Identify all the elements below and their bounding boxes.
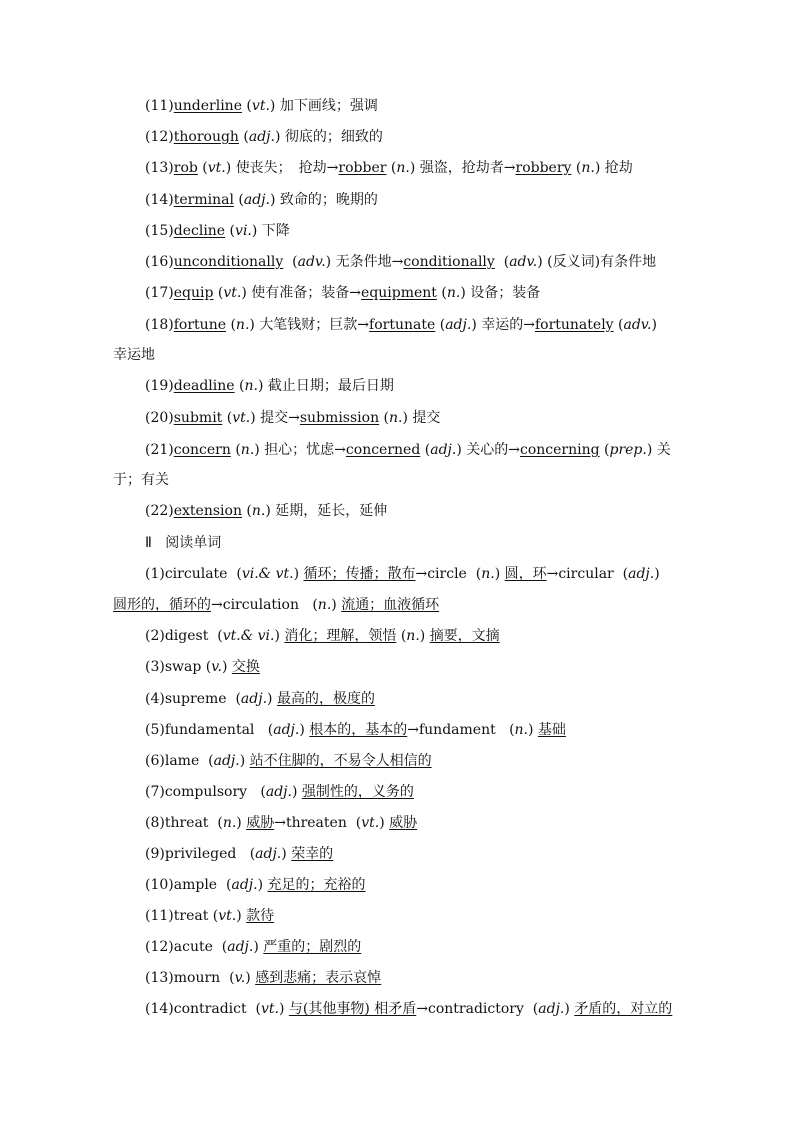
vocab-item-20: (20)submit (vt.) 提交→submission (n.) 提交 xyxy=(145,410,441,426)
vocab-item-16: (16)unconditionally (adv.) 无条件地→conditionally (adv.) (反义词)有条件地 xyxy=(145,254,657,270)
reading-item-5: (5)fundamental (adj.) 根本的，基本的→fundament (n.) 基础 xyxy=(145,722,566,738)
vocab-item-18: (18)fortune (n.) 大笔钱财；巨款→fortunate (adj.) 幸运的→fortunately (adv.) xyxy=(145,317,657,333)
vocab-item-21: (21)concern (n.) 担心；忧虑→concerned (adj.) 关心的→concerning (prep.) 关 xyxy=(145,442,671,458)
vocab-item-22: (22)extension (n.) 延期，延长，延伸 xyxy=(145,503,388,519)
reading-item-3: (3)swap (v.) 交换 xyxy=(145,659,260,675)
vocab-item-21-continued: 于；有关 xyxy=(113,472,169,488)
reading-item-7: (7)compulsory (adj.) 强制性的，义务的 xyxy=(145,784,414,800)
reading-item-9: (9)privileged (adj.) 荣幸的 xyxy=(145,846,334,862)
vocab-item-11: (11)underline (vt.) 加下画线；强调 xyxy=(145,98,378,114)
vocab-item-14: (14)terminal (adj.) 致命的；晚期的 xyxy=(145,192,378,208)
reading-item-6: (6)lame (adj.) 站不住脚的，不易令人相信的 xyxy=(145,753,432,769)
reading-item-12: (12)acute (adj.) 严重的；剧烈的 xyxy=(145,939,362,955)
reading-item-1-continued: 圆形的，循环的→circulation (n.) 流通；血液循环 xyxy=(113,597,440,613)
vocab-item-15: (15)decline (vi.) 下降 xyxy=(145,223,290,239)
vocab-item-17: (17)equip (vt.) 使有准备；装备→equipment (n.) 设备；装备 xyxy=(145,285,541,301)
section-heading-reading-words: Ⅱ 阅读单词 xyxy=(145,535,222,551)
reading-item-10: (10)ample (adj.) 充足的；充裕的 xyxy=(145,877,366,893)
vocab-item-19: (19)deadline (n.) 截止日期；最后日期 xyxy=(145,378,394,394)
reading-item-1: (1)circulate (vi.& vt.) 循环；传播；散布→circle (n.) 圆，环→circular (adj.) xyxy=(145,566,660,582)
vocab-item-13: (13)rob (vt.) 使丧失； 抢劫→robber (n.) 强盗，抢劫者→robbery (n.) 抢劫 xyxy=(145,160,633,176)
reading-item-11: (11)treat (vt.) 款待 xyxy=(145,908,275,924)
vocab-item-12: (12)thorough (adj.) 彻底的；细致的 xyxy=(145,129,383,145)
reading-item-13: (13)mourn (v.) 感到悲痛；表示哀悼 xyxy=(145,970,382,986)
vocab-item-18-continued: 幸运地 xyxy=(113,347,155,363)
reading-item-2: (2)digest (vt.& vi.) 消化；理解，领悟 (n.) 摘要，文摘 xyxy=(145,628,500,644)
reading-item-8: (8)threat (n.) 威胁→threaten (vt.) 威胁 xyxy=(145,815,418,831)
reading-item-4: (4)supreme (adj.) 最高的，极度的 xyxy=(145,691,375,707)
reading-item-14: (14)contradict (vt.) 与(其他事物) 相矛盾→contradictory (adj.) 矛盾的，对立的 xyxy=(145,1001,673,1017)
